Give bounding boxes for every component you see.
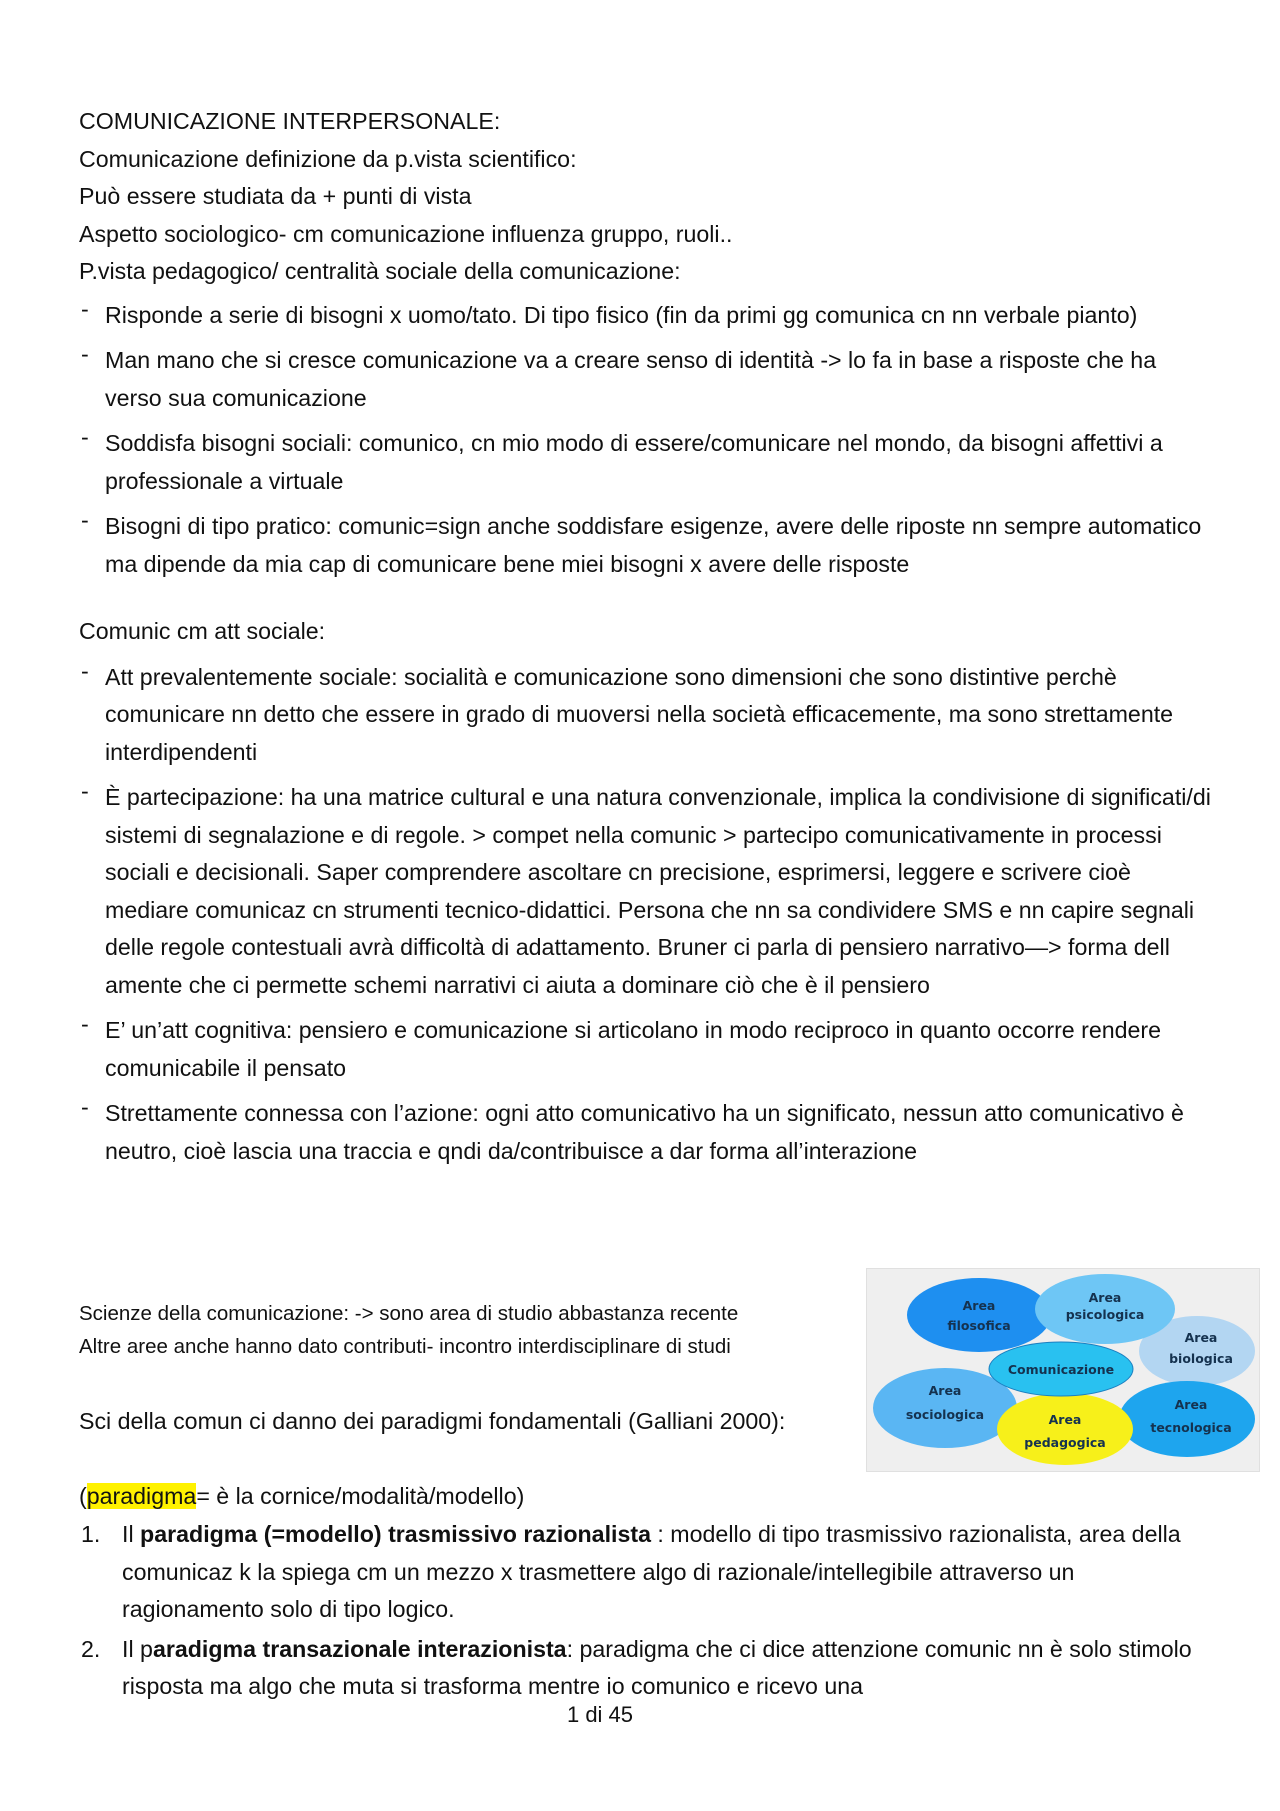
dash-bullet: - [81, 1094, 89, 1120]
needs-list [79, 297, 1214, 584]
social-act-list [79, 659, 1214, 1171]
sciences-line-1: Scienze della comunicazione: -> sono area di studio abbastanza recente [79, 1302, 739, 1325]
paradigms-intro: Sci della comun ci danno dei paradigmi fondamentali (Galliani 2000): [79, 1408, 786, 1434]
intro-line-1: Comunicazione definizione da p.vista scientifico: [79, 145, 577, 172]
svg-text:Comunicazione: Comunicazione [1007, 1362, 1115, 1377]
list-item: - È partecipazione: ha una matrice cultural e una natura convenzionale, implica la condivisione di significati/di sistemi di segnalazione e di regole. > compet nella comunic > partecipo comunicativamente in processi sociali e decisionali. Saper comprendere ascoltare cn precisione, esprimersi, leggere e scrivere cioè mediare comunicaz cn strumenti tecnico-didattici. Persona che nn sa condividere SMS e nn capire segnali delle regole contestuali avrà difficoltà di adattamento. Bruner ci parla di pensiero narrativo—> forma dell amente che ci permette schemi narrativi ci aiuta a dominare ciò che è il pensiero [79, 779, 1214, 1004]
svg-text:Area: Area [962, 1298, 996, 1313]
list-item: - Strettamente connessa con l’azione: ogni atto comunicativo ha un significato, nessun atto comunicativo è neutro, cioè lascia una traccia e qndi da/contribuisce a dar forma all’interazione [79, 1095, 1214, 1170]
list-item: 1. Il paradigma (=modello) trasmissivo razionalista : modello di tipo trasmissivo razionalista, area della comunicaz k la spiega cm un mezzo x trasmettere algo di razionale/intellegibile attraverso un ragionamento solo di tipo logico. [81, 1521, 1181, 1622]
paradigm-definition: (paradigma= è la cornice/modalità/modello) [79, 1483, 525, 1509]
sciences-line-2: Altre aree anche hanno dato contributi- incontro interdisciplinare di studi [79, 1335, 731, 1358]
svg-text:Area: Area [1184, 1330, 1218, 1345]
communication-areas-diagram [866, 1268, 1260, 1472]
svg-text:filosofica: filosofica [947, 1318, 1011, 1333]
dash-bullet: - [81, 1011, 89, 1037]
list-item: - Man mano che si cresce comunicazione va a creare senso di identità -> lo fa in base a risposte che ha verso sua comunicazione [79, 342, 1214, 417]
dash-bullet: - [81, 295, 89, 322]
list-item: - Bisogni di tipo pratico: comunic=sign anche soddisfare esigenze, avere delle riposte nn sempre automatico ma dipende da mia cap di comunicare bene miei bisogni x avere delle risposte [79, 508, 1214, 583]
svg-text:Area: Area [928, 1383, 962, 1398]
sciences-block [79, 1297, 859, 1363]
list-item: - Soddisfa bisogni sociali: comunico, cn mio modo di essere/comunicare nel mondo, da bisogni affettivi a professionale a virtuale [79, 425, 1214, 500]
svg-text:Area: Area [1088, 1290, 1122, 1305]
dash-bullet: - [81, 341, 89, 367]
paradigms-block [79, 1516, 1214, 1706]
page-number: 1 di 45 [566, 1702, 634, 1727]
intro-line-4: P.vista pedagogico/ centralità sociale della comunicazione: [79, 258, 681, 284]
paradigms-list [79, 1516, 1214, 1706]
svg-text:Area: Area [1174, 1397, 1208, 1412]
svg-text:psicologica: psicologica [1065, 1307, 1145, 1322]
svg-text:tecnologica: tecnologica [1150, 1420, 1232, 1435]
area-pedagogica [997, 1393, 1133, 1465]
body-top [79, 103, 1214, 1178]
list-item: - Att prevalentemente sociale: socialità e comunicazione sono dimensioni che sono distintive perchè comunicare nn detto che essere in grado di muoversi nella società efficacemente, ma sono strettamente interdipendenti [79, 659, 1214, 772]
intro-line-3: Aspetto sociologico- cm comunicazione influenza gruppo, ruoli.. [79, 220, 733, 247]
center-comunicazione [989, 1342, 1133, 1396]
svg-text:Area: Area [1048, 1412, 1082, 1427]
list-item: - E’ un’att cognitiva: pensiero e comunicazione si articolano in modo reciproco in quanto occorre rendere comunicabile il pensato [79, 1012, 1214, 1087]
highlighted-term: paradigma [86, 1483, 197, 1509]
area-filosofica [907, 1278, 1051, 1352]
svg-text:biologica: biologica [1169, 1351, 1233, 1366]
dash-bullet: - [81, 424, 89, 450]
section-title: Comunic cm att sociale: [79, 618, 326, 644]
svg-text:sociologica: sociologica [905, 1407, 985, 1422]
intro-line-2: Può essere studiata da + punti di vista [79, 183, 472, 209]
list-item: - Risponde a serie di bisogni x uomo/tato. Di tipo fisico (fin da primi gg comunica cn nn verbale pianto) [79, 297, 1214, 335]
svg-text:pedagogica: pedagogica [1024, 1435, 1106, 1450]
dash-bullet: - [81, 778, 89, 804]
dash-bullet: - [81, 507, 89, 533]
list-item: 2. Il paradigma transazionale interazionista: paradigma che ci dice attenzione comunic nn è solo stimolo risposta ma algo che muta si trasforma mentre io comunico e ricevo una [81, 1635, 1192, 1699]
area-tecnologica [1119, 1381, 1255, 1457]
page-heading: COMUNICAZIONE INTERPERSONALE: [79, 108, 501, 134]
area-psicologica [1035, 1274, 1175, 1344]
dash-bullet: - [81, 657, 89, 684]
